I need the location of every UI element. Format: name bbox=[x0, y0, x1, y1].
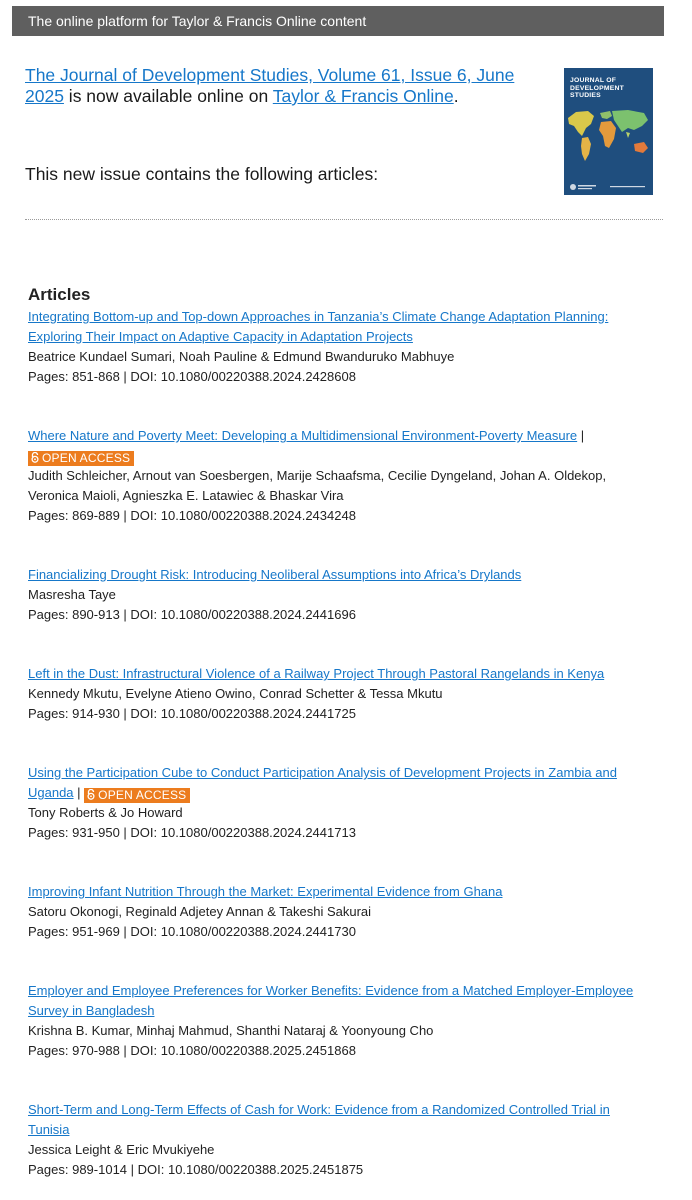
contains-text: This new issue contains the following articles: bbox=[25, 164, 379, 184]
article-title-link[interactable]: Short-Term and Long-Term Effects of Cash for Work: Evidence from a Randomized Controlled Trial in Tunisia bbox=[28, 1102, 610, 1137]
world-map-icon bbox=[564, 106, 653, 168]
journal-issue-link[interactable]: The Journal of Development Studies, Volume 61, Issue 6, June 2025 bbox=[25, 65, 515, 106]
article-item bbox=[28, 565, 643, 625]
journal-cover-image[interactable] bbox=[564, 68, 653, 195]
article-title-link[interactable]: Employer and Employee Preferences for Worker Benefits: Evidence from a Matched Employer-Employee Survey in Bangladesh bbox=[28, 983, 634, 1018]
article-title-line bbox=[28, 565, 643, 585]
article-authors: Masresha Taye bbox=[28, 587, 116, 602]
header-text: The online platform for Taylor & Francis Online content bbox=[28, 13, 367, 29]
open-access-label: OPEN ACCESS bbox=[98, 788, 187, 802]
article-authors: Beatrice Kundael Sumari, Noah Pauline & Edmund Bwanduruko Mabhuye bbox=[28, 349, 455, 364]
article-authors: Satoru Okonogi, Reginald Adjetey Annan & Takeshi Sakurai bbox=[28, 904, 372, 919]
intro-paragraph bbox=[25, 65, 545, 107]
article-title-line bbox=[28, 307, 643, 347]
title-separator: | bbox=[577, 428, 585, 443]
article-title-line bbox=[28, 763, 643, 803]
intro-end-text: . bbox=[453, 86, 459, 106]
article-title-link[interactable]: Integrating Bottom-up and Top-down Approaches in Tanzania’s Climate Change Adaptation Planning: Exploring Their Impact on Adaptive Capacity in Adaptation Projects bbox=[28, 309, 609, 344]
cover-title bbox=[570, 77, 650, 100]
article-item bbox=[28, 307, 643, 387]
article-item bbox=[28, 981, 643, 1061]
article-title-link[interactable]: Where Nature and Poverty Meet: Developing a Multidimensional Environment-Poverty Measure bbox=[28, 428, 578, 443]
article-authors: Kennedy Mkutu, Evelyne Atieno Owino, Conrad Schetter & Tessa Mkutu bbox=[28, 686, 443, 701]
title-separator: | bbox=[73, 785, 85, 800]
article-pages-doi: Pages: 890-913 | DOI: 10.1080/00220388.2024.2441696 bbox=[28, 607, 356, 622]
article-pages-doi: Pages: 869-889 | DOI: 10.1080/00220388.2024.2434248 bbox=[28, 508, 356, 523]
article-title-line bbox=[28, 981, 643, 1021]
open-lock-icon bbox=[87, 789, 95, 800]
article-pages-doi: Pages: 951-969 | DOI: 10.1080/00220388.2024.2441730 bbox=[28, 924, 356, 939]
cover-title-line: DEVELOPMENT bbox=[570, 84, 624, 92]
article-title-line bbox=[28, 426, 643, 466]
article-item bbox=[28, 882, 643, 942]
article-title-line bbox=[28, 882, 643, 902]
open-lock-icon bbox=[31, 452, 39, 463]
article-pages-doi: Pages: 851-868 | DOI: 10.1080/00220388.2024.2428608 bbox=[28, 369, 356, 384]
article-pages-doi: Pages: 914-930 | DOI: 10.1080/00220388.2024.2441725 bbox=[28, 706, 356, 721]
article-title-link[interactable]: Improving Infant Nutrition Through the Market: Experimental Evidence from Ghana bbox=[28, 884, 503, 899]
cover-title-line: JOURNAL OF bbox=[570, 77, 617, 84]
article-list bbox=[28, 307, 643, 1180]
intro-middle-text: is now available online on bbox=[63, 86, 273, 106]
header-bar bbox=[12, 6, 664, 36]
article-title-link[interactable]: Using the Participation Cube to Conduct Participation Analysis of Development Projects in Zambia and Uganda bbox=[28, 765, 617, 800]
article-title-line bbox=[28, 1100, 643, 1140]
article-authors: Tony Roberts & Jo Howard bbox=[28, 805, 183, 820]
dotted-divider bbox=[25, 219, 663, 220]
open-access-label: OPEN ACCESS bbox=[42, 451, 131, 465]
article-authors: Jessica Leight & Eric Mvukiyehe bbox=[28, 1142, 215, 1157]
article-title-line bbox=[28, 664, 643, 684]
article-authors: Krishna B. Kumar, Minhaj Mahmud, Shanthi Nataraj & Yoonyoung Cho bbox=[28, 1023, 434, 1038]
article-authors: Judith Schleicher, Arnout van Soesbergen, Marije Schaafsma, Cecilie Dyngeland, Johan A. Oldekop, Veronica Maioli, Agnieszka E. Latawiec & Bhaskar Vira bbox=[28, 468, 607, 503]
platform-link[interactable]: Taylor & Francis Online bbox=[272, 86, 454, 106]
article-title-link[interactable]: Financializing Drought Risk: Introducing Neoliberal Assumptions into Africa’s Drylands bbox=[28, 567, 522, 582]
article-item bbox=[28, 426, 643, 526]
article-item bbox=[28, 664, 643, 724]
article-item bbox=[28, 763, 643, 843]
article-pages-doi: Pages: 989-1014 | DOI: 10.1080/00220388.2025.2451875 bbox=[28, 1162, 364, 1177]
open-access-badge[interactable] bbox=[28, 451, 134, 466]
article-item bbox=[28, 1100, 643, 1180]
article-pages-doi: Pages: 931-950 | DOI: 10.1080/00220388.2024.2441713 bbox=[28, 825, 356, 840]
open-access-badge[interactable] bbox=[84, 788, 190, 803]
article-title-link[interactable]: Left in the Dust: Infrastructural Violence of a Railway Project Through Pastoral Rangelands in Kenya bbox=[28, 666, 605, 681]
cover-title-line: STUDIES bbox=[570, 92, 601, 99]
publisher-logo-icon bbox=[570, 183, 647, 191]
section-heading: Articles bbox=[28, 285, 91, 304]
article-pages-doi: Pages: 970-988 | DOI: 10.1080/00220388.2025.2451868 bbox=[28, 1043, 356, 1058]
